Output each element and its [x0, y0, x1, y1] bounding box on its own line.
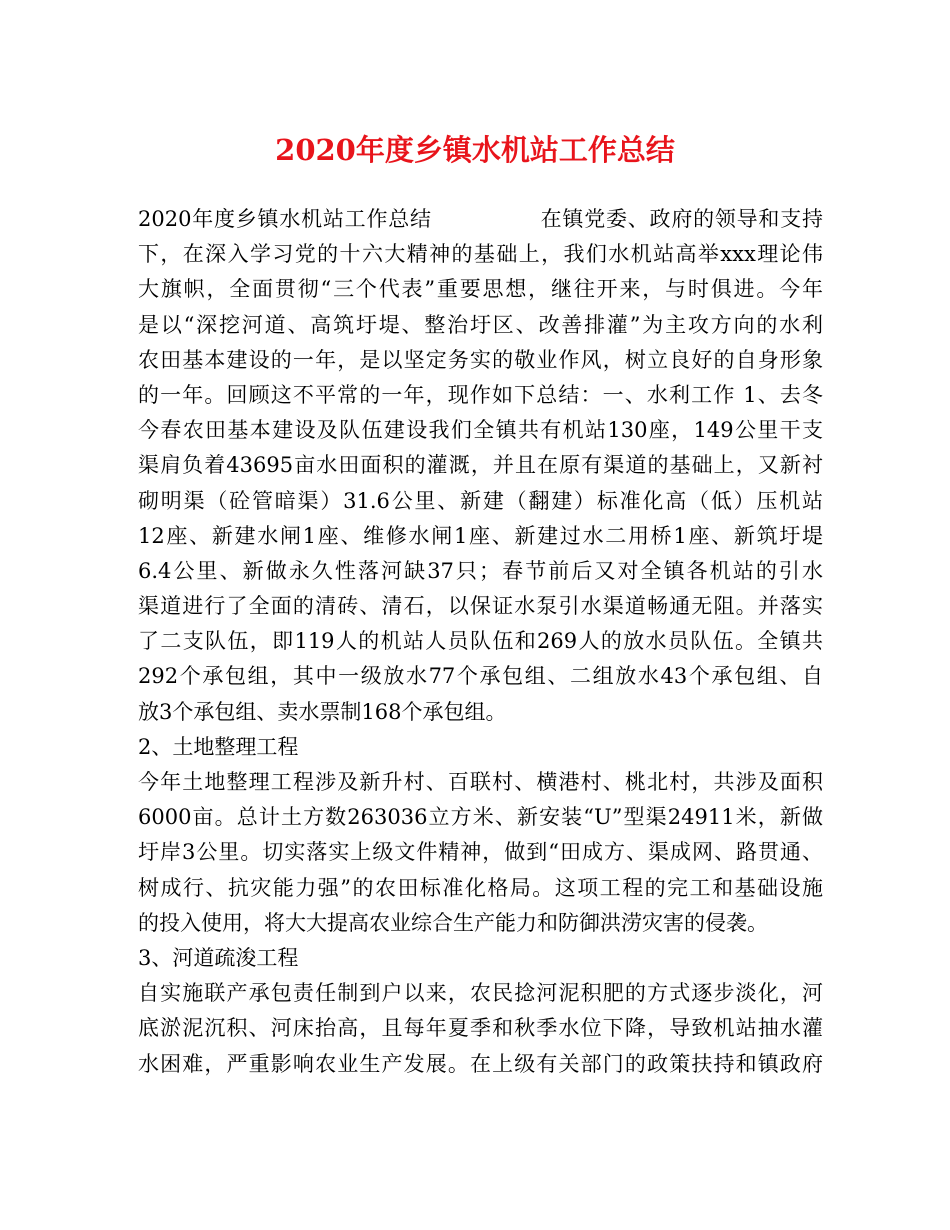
- body-line: 6000亩。总计土方数263036立方米、新安装“U”型渠24911米，新做: [138, 805, 823, 830]
- body-line: 放3个承包组、卖水票制168个承包组。: [138, 699, 507, 724]
- body-line: 下，在深入学习党的十六大精神的基础上，我们水机站高举xxx理论伟: [138, 242, 823, 267]
- body-line: 是以“深挖河道、高筑圩堤、整治圩区、改善排灌”为主攻方向的水利: [138, 312, 823, 337]
- body-line: 水困难，严重影响农业生产发展。在上级有关部门的政策扶持和镇政府: [138, 1051, 823, 1076]
- document-title: 2020年度乡镇水机站工作总结: [275, 133, 675, 167]
- body-line: 农田基本建设的一年，是以坚定务实的敬业作风，树立良好的自身形象: [138, 347, 823, 372]
- body-line: 大旗帜，全面贯彻“三个代表”重要思想，继往开来，与时俱进。今年: [138, 277, 823, 302]
- body-line: 2020年度乡镇水机站工作总结 在镇党委、政府的领导和支持: [138, 207, 823, 231]
- body-line: 了二支队伍，即119人的机站人员队伍和269人的放水员队伍。全镇共: [138, 629, 823, 654]
- body-line: 的投入使用，将大大提高农业综合生产能力和防御洪涝灾害的侵袭。: [138, 910, 768, 935]
- body-line: 底淤泥沉积、河床抬高，且每年夏季和秋季水位下降，导致机站抽水灌: [138, 1016, 823, 1041]
- body-line: 砌明渠（砼管暗渠）31.6公里、新建（翻建）标准化高（低）压机站: [138, 488, 823, 513]
- body-line: 今春农田基本建设及队伍建设我们全镇共有机站130座，149公里干支: [138, 418, 823, 443]
- body-line: 今年土地整理工程涉及新升村、百联村、横港村、桃北村，共涉及面积: [138, 770, 823, 794]
- section-heading: 2、土地整理工程: [138, 734, 299, 759]
- body-line: 292个承包组，其中一级放水77个承包组、二组放水43个承包组、自: [138, 664, 823, 689]
- document-body: [138, 202, 823, 1082]
- body-line: 渠肩负着43695亩水田面积的灌溉，并且在原有渠道的基础上，又新衬: [138, 453, 823, 478]
- section-heading: 3、河道疏浚工程: [138, 945, 299, 970]
- body-line: 树成行、抗灾能力强”的农田标准化格局。这项工程的完工和基础设施: [138, 875, 823, 900]
- body-line: 圩岸3公里。切实落实上级文件精神，做到“田成方、渠成网、路贯通、: [138, 840, 823, 865]
- body-line: 6.4公里、新做永久性落河缺37只；春节前后又对全镇各机站的引水: [138, 558, 823, 583]
- body-line: 自实施联产承包责任制到户以来，农民捻河泥积肥的方式逐步淡化，河: [138, 981, 823, 1006]
- body-line: 的一年。回顾这不平常的一年，现作如下总结：一、水利工作 1、去冬: [138, 382, 823, 407]
- body-line: 渠道进行了全面的清砖、清石，以保证水泵引水渠道畅通无阻。并落实: [138, 594, 823, 619]
- body-line: 12座、新建水闸1座、维修水闸1座、新建过水二用桥1座、新筑圩堤: [138, 523, 823, 548]
